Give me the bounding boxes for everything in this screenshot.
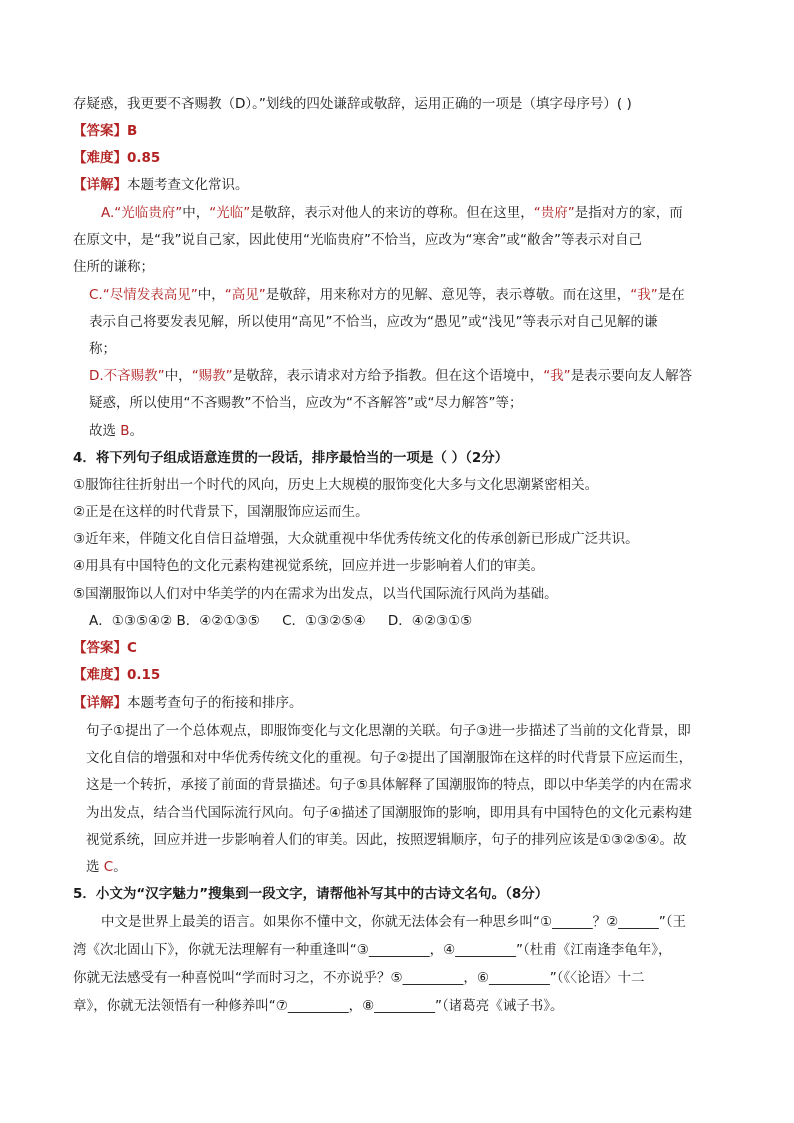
- difficulty-label: 【难度】: [73, 150, 127, 166]
- q3-option-c-line3: 称；: [89, 341, 116, 357]
- difficulty-value: 0.85: [127, 150, 161, 166]
- q4-item-4: ④用具有中国特色的文化元素构建视觉系统，回应并进一步影响着人们的审美。: [73, 558, 545, 574]
- q4-explanation-line5: 视觉系统，回应并进一步影响着人们的审美。因此，按照逻辑顺序，句子的排列应该是①③②⑤④。故: [86, 832, 687, 848]
- q4-explanation-line2: 文化自信的增强和对中华优秀传统文化的重视。句子②提出了国潮服饰在这样的时代背景下应运而生，: [86, 750, 693, 766]
- q4-stem: 4．将下列句子组成语意连贯的一段话，排序最恰当的一项是（ ）（2分）: [73, 450, 509, 466]
- q4-option-d: D．④②③①⑤: [387, 613, 473, 629]
- q4-option-b: B．④②①③⑤: [176, 613, 260, 629]
- q4-item-3: ③近年来，伴随文化自信日益增强，大众就重视中华优秀传统文化的传承创新已形成广泛共识。: [73, 531, 639, 547]
- q3-option-d-line2: 疑惑，所以使用“不吝赐教”不恰当，应改为“不吝解答”或“尽力解答”等；: [89, 395, 523, 411]
- q3-option-c-line2: 表示自己将要发表见解，所以使用“高见”不恰当，应改为“愚见”或“浅见”等表示对自己见解的谦: [89, 314, 658, 330]
- q3-option-a-line1: A.“光临贵府”中，“光临”是敬辞，表示对他人的来访的尊称。但在这里，“贵府”是指对方的家，而: [101, 205, 683, 221]
- q4-explanation-line4: 为出发点，结合当代国际流行风向。句子④描述了国潮服饰的影响，即用具有中国特色的文化元素构建: [86, 805, 693, 821]
- detail-intro: 本题考查文化常识。: [127, 177, 249, 193]
- q4-conclusion: 选 C。: [86, 859, 127, 875]
- q4-option-a: A．①③⑤④②: [89, 613, 173, 629]
- q4-item-5: ⑤国潮服饰以人们对中华美学的内在需求为出发点，以当代国际流行风尚为基础。: [73, 586, 558, 602]
- q3-conclusion: 故选 B。: [89, 423, 144, 439]
- q3-detail: [73, 175, 249, 195]
- q4-difficulty: 【难度】0.15: [73, 667, 161, 683]
- q5-line1: 中文是世界上最美的语言。如果你不懂中文，你就无法体会有一种思乡叫“①______？②______”（王: [101, 914, 686, 930]
- q4-detail: 【详解】本题考查句子的衔接和排序。: [73, 695, 303, 711]
- q4-answer: 【答案】C: [73, 640, 137, 656]
- q4-item-2: ②正是在这样的时代背景下，国潮服饰应运而生。: [73, 504, 369, 520]
- answer-label: 【答案】: [73, 123, 127, 139]
- detail-label: 【详解】: [73, 177, 127, 193]
- q4-options: [89, 611, 472, 631]
- answer-value: B: [127, 123, 138, 139]
- q4-item-1: ①服饰往往折射出一个时代的风向，历史上大规模的服饰变化大多与文化思潮紧密相关。: [73, 477, 599, 493]
- q3-difficulty: [73, 148, 160, 168]
- q4-explanation-line3: 这是一个转折，承接了前面的背景描述。句子⑤具体解释了国潮服饰的特点，即以中华美学的内在需求: [86, 777, 693, 793]
- q3-answer: [73, 121, 137, 141]
- q5-stem: 5．小文为“汉字魅力”搜集到一段文字，请帮他补写其中的古诗文名句。（8分）: [73, 886, 549, 902]
- q4-option-c: C．①③②⑤④: [282, 613, 366, 629]
- q5-line3: 你就无法感受有一种喜悦叫“学而时习之，不亦说乎？⑤_________，⑥_________”（《〈论语〉十二: [73, 970, 645, 986]
- q5-line4: 章》，你就无法领悟有一种修养叫“⑦_________，⑧_________”（诸葛亮《诫子书》。: [73, 998, 564, 1014]
- q4-explanation-line1: 句子①提出了一个总体观点，即服饰变化与文化思潮的关联。句子③进一步描述了当前的文化背景，即: [86, 723, 691, 739]
- q3-option-c-line1: C.“尽情发表高见”中，“高见”是敬辞，用来称对方的见解、意见等，表示尊敬。而在这里，“我”是在: [89, 287, 685, 303]
- q5-line2: 湾《次北固山下》，你就无法理解有一种重逢叫“③_________，④_________”（杜甫《江南逢李龟年》，: [73, 942, 672, 958]
- q3-option-a-line3: 住所的谦称；: [73, 259, 154, 275]
- q3-option-d-line1: D.不吝赐教”中，“赐教”是敬辞，表示请求对方给予指教。但在这个语境中，“我”是表示要向友人解答: [89, 368, 693, 384]
- q3-stem-tail: 存疑惑，我更要不吝赐教（D）。”划线的四处谦辞或敬辞，运用正确的一项是（填字母序号）( ): [73, 96, 632, 112]
- q3-option-a-line2: 在原文中，是“我”说自己家，因此使用“光临贵府”不恰当，应改为“寒舍”或“敝舍”等表示对自己: [73, 232, 642, 248]
